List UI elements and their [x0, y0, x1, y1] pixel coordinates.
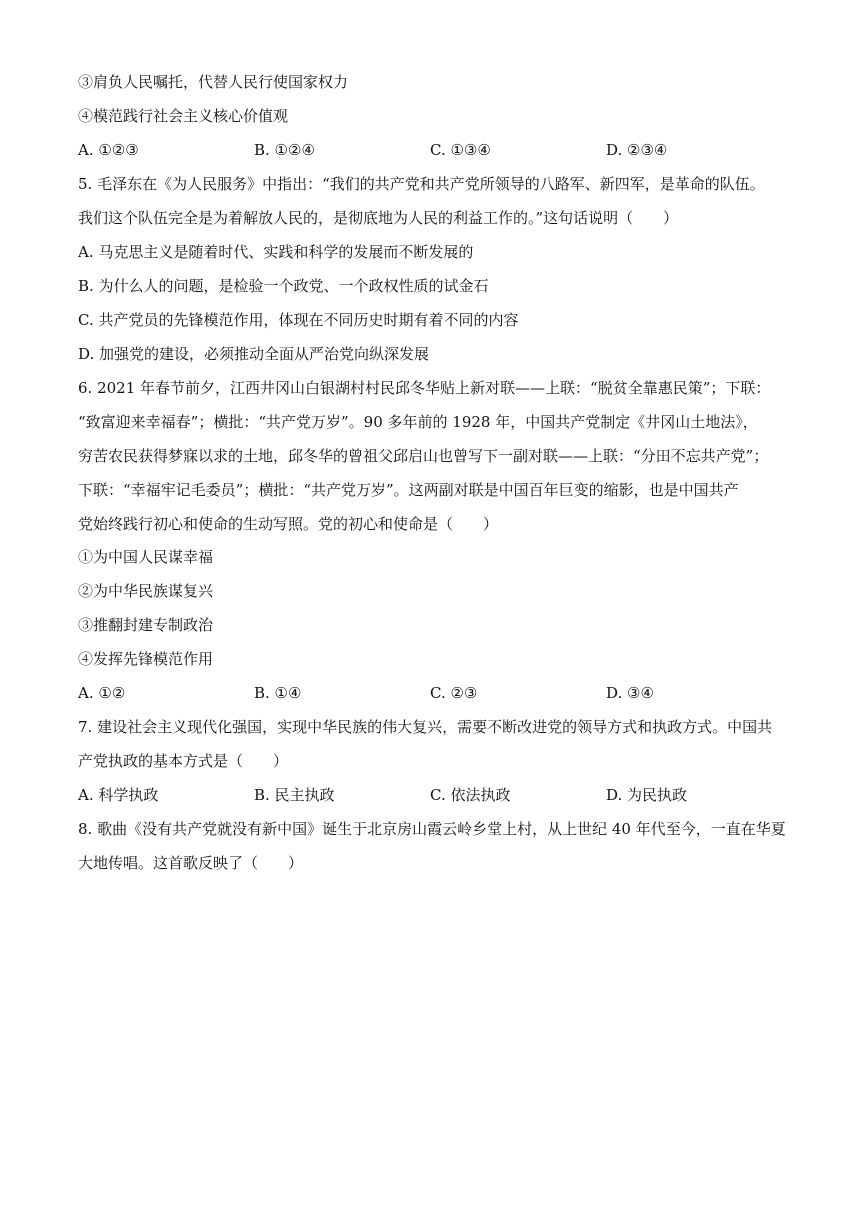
q7-stem-line-1: 7. 建设社会主义现代化强国，实现中华民族的伟大复兴，需要不断改进党的领导方式和执政方式。中国共 — [78, 718, 773, 736]
q6-item-4: ④发挥先锋模范作用 — [78, 650, 214, 668]
q7-stem-line-2: 产党执政的基本方式是（ ） — [78, 752, 289, 770]
q4-option-b[interactable]: B. ①②④ — [254, 141, 315, 159]
q5-option-b[interactable]: B. 为什么人的问题，是检验一个政党、一个政权性质的试金石 — [78, 277, 489, 295]
q4-item-4: ④模范践行社会主义核心价值观 — [78, 107, 289, 125]
q5-option-a[interactable]: A. 马克思主义是随着时代、实践和科学的发展而不断发展的 — [78, 243, 474, 261]
q7-option-c[interactable]: C. 依法执政 — [430, 786, 511, 804]
q6-stem-line-2: “致富迎来幸福春”；横批：“共产党万岁”。90 多年前的 1928 年，中国共产党制定《井冈山土地法》， — [78, 413, 758, 431]
q7-option-d[interactable]: D. 为民执政 — [606, 786, 688, 804]
q5-stem-line-2: 我们这个队伍完全是为着解放人民的，是彻底地为人民的利益工作的。”这句话说明（ ） — [78, 209, 679, 227]
q6-item-2: ②为中华民族谋复兴 — [78, 582, 214, 600]
q6-options — [78, 683, 788, 703]
q4-option-d[interactable]: D. ②③④ — [606, 141, 668, 159]
q6-stem-line-5: 党始终践行初心和使命的生动写照。党的初心和使命是（ ） — [78, 515, 499, 533]
q6-option-a[interactable]: A. ①② — [78, 684, 126, 702]
q6-stem-line-1: 6. 2021 年春节前夕，江西井冈山白银湖村村民邱冬华贴上新对联——上联：“脱贫全靠惠民策”；下联： — [78, 379, 771, 397]
q5-option-d[interactable]: D. 加强党的建设，必须推动全面从严治党向纵深发展 — [78, 345, 430, 363]
q5-stem-line-1: 5. 毛泽东在《为人民服务》中指出：“我们的共产党和共产党所领导的八路军、新四军，是革命的队伍。 — [78, 175, 765, 193]
q4-option-a[interactable]: A. ①②③ — [78, 141, 139, 159]
q4-options — [78, 140, 788, 160]
q6-item-1: ①为中国人民谋幸福 — [78, 548, 214, 566]
q7-option-a[interactable]: A. 科学执政 — [78, 786, 159, 804]
q8-stem-line-1: 8. 歌曲《没有共产党就没有新中国》诞生于北京房山霞云岭乡堂上村，从上世纪 40 年代至今，一直在华夏 — [78, 820, 786, 838]
q6-stem-line-4: 下联：“幸福牢记毛委员”；横批：“共产党万岁”。这两副对联是中国百年巨变的缩影，也是中国共产 — [78, 481, 739, 499]
q6-option-c[interactable]: C. ②③ — [430, 684, 478, 702]
q6-option-d[interactable]: D. ③④ — [606, 684, 654, 702]
q8-stem-line-2: 大地传唱。这首歌反映了（ ） — [78, 854, 304, 872]
q5-option-c[interactable]: C. 共产党员的先锋模范作用，体现在不同历史时期有着不同的内容 — [78, 311, 519, 329]
q6-option-b[interactable]: B. ①④ — [254, 684, 302, 702]
q4-option-c[interactable]: C. ①③④ — [430, 141, 491, 159]
q7-option-b[interactable]: B. 民主执政 — [254, 786, 335, 804]
q7-options — [78, 785, 788, 805]
q6-stem-line-3: 穷苦农民获得梦寐以求的土地，邱冬华的曾祖父邱启山也曾写下一副对联——上联：“分田不忘共产党”； — [78, 447, 769, 465]
q6-item-3: ③推翻封建专制政治 — [78, 616, 214, 634]
q4-item-3: ③肩负人民嘱托，代替人民行使国家权力 — [78, 73, 349, 91]
